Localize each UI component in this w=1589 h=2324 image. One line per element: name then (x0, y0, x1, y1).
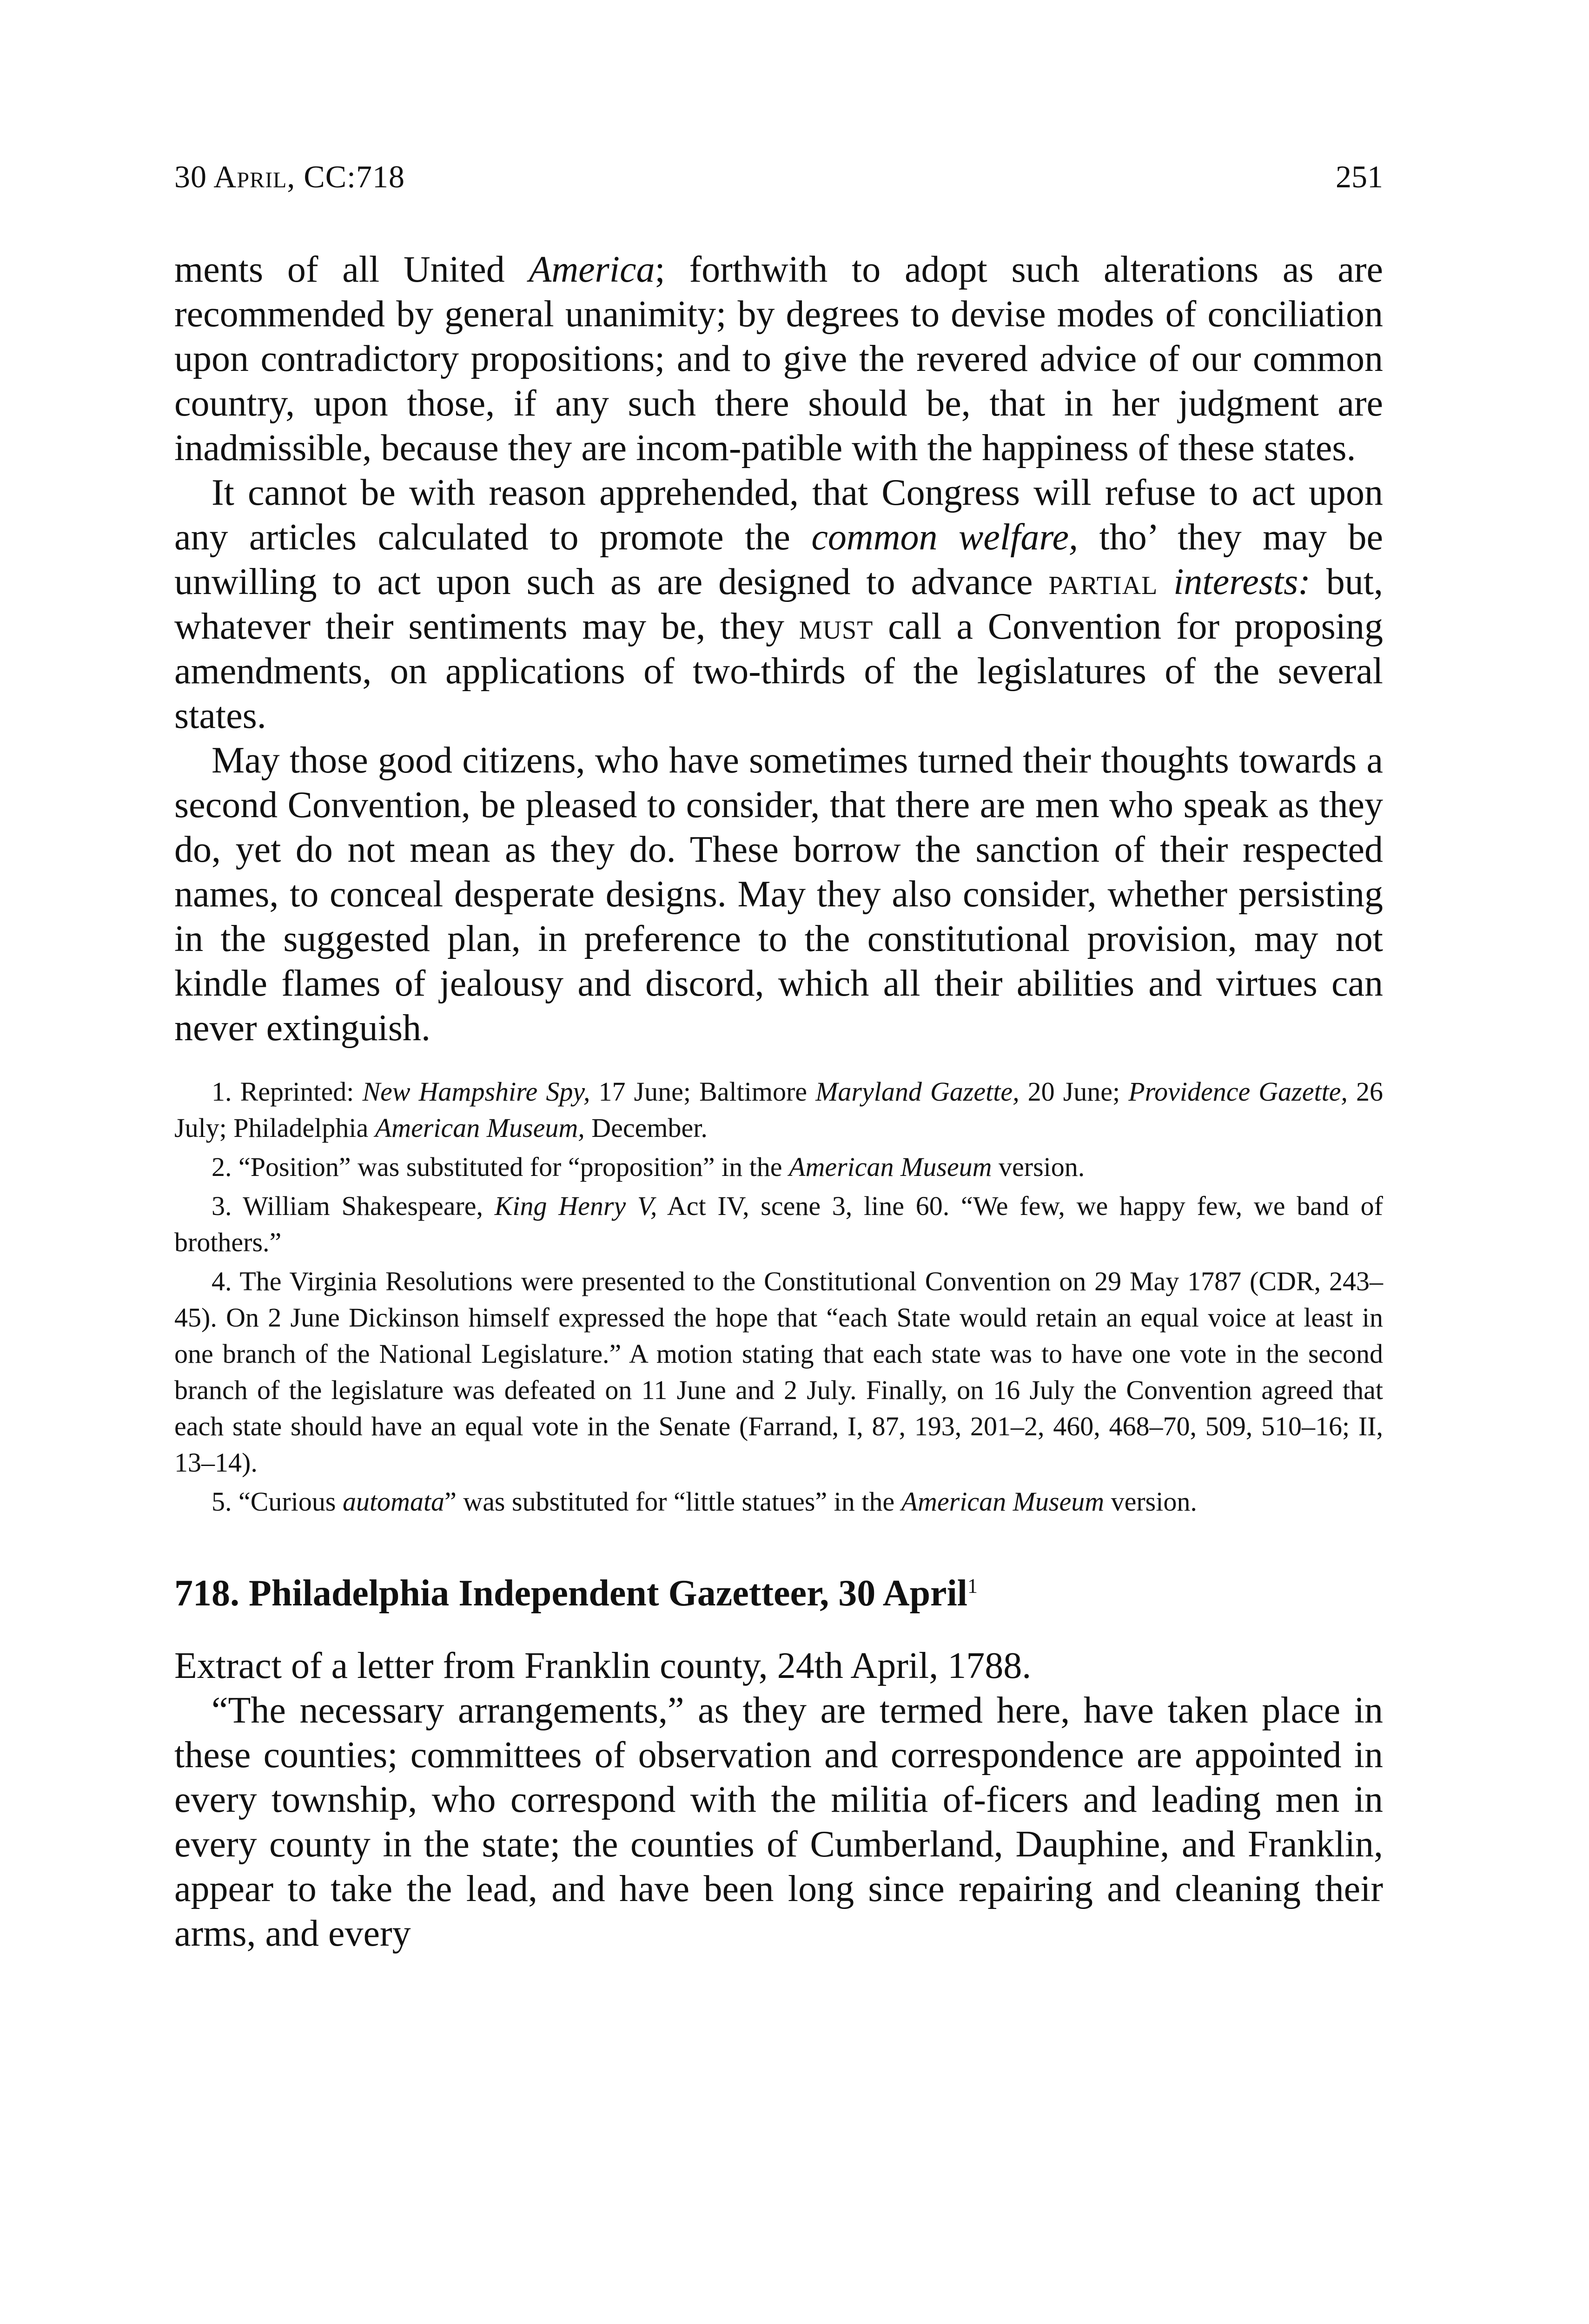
dateline: Extract of a letter from Franklin county, 24th April, 1788. (174, 1645, 1032, 1686)
document-heading (174, 1571, 1383, 1616)
text-span: tho’ they may be unwilling to act upon such as are designed to advance (174, 516, 1384, 602)
text-span: 26 July; Philadelphia (174, 1076, 1384, 1143)
text-span: December. (584, 1112, 708, 1143)
text-span: 1. Reprinted: (212, 1076, 363, 1107)
footnote (174, 1484, 1383, 1520)
text-span: 5. “Curious (212, 1486, 343, 1517)
paragraph (174, 470, 1383, 738)
footnotes (174, 1074, 1383, 1520)
footnote-marker: 1 (967, 1574, 978, 1597)
text-span: Act IV, scene 3, line 60. “We few, we happy few, we band of brothers.” (174, 1190, 1383, 1257)
text-span: ” was substituted for “little statues” in the (444, 1486, 901, 1517)
text-span: but, whatever their sentiments may be, they (174, 561, 1384, 647)
paragraph: “The necessary arrangements,” as they are termed here, have taken place in these counties; committees of observation and correspondence are appointed in every township, who correspond with the militia of-ficers and leading men in every county in the state; the counties of Cumberland, Dauphine, and Franklin, appear to take the lead, and have been long since repairing and cleaning their arms, and every (174, 1690, 1383, 1954)
page-number: 251 (1336, 159, 1383, 194)
text-span: It cannot be with reason apprehended, that Congress will refuse to act upon any articles calculated to promote the (174, 472, 1383, 558)
page (174, 158, 1383, 1956)
text-span: ments of all United (174, 249, 529, 290)
continued-text (174, 247, 1383, 1050)
italic-span: Maryland Gazette, (815, 1076, 1020, 1107)
paragraph (174, 247, 1383, 470)
running-head-date: 30 April, CC:718 (174, 159, 405, 194)
small-caps-span: partial (1048, 561, 1158, 602)
text-span: 20 June; (1019, 1076, 1129, 1107)
italic-span: New Hampshire Spy, (362, 1076, 590, 1107)
italic-span: King Henry V, (494, 1190, 657, 1221)
text-span: 17 June; Baltimore (590, 1076, 816, 1107)
footnote (174, 1074, 1383, 1146)
text-span: 3. William Shakespeare, (212, 1190, 495, 1221)
italic-span: American Museum, (375, 1112, 585, 1143)
text-span: version. (992, 1151, 1085, 1182)
text-span: version. (1104, 1486, 1197, 1517)
text-span (1158, 561, 1173, 602)
running-head (174, 158, 1383, 196)
text-span: 2. “Position” was substituted for “proposition” in the (212, 1151, 789, 1182)
italic-span: American Museum (789, 1151, 992, 1182)
heading-text: 718. Philadelphia Independent Gazetteer, 30 April (174, 1572, 968, 1614)
italic-span: common welfare, (811, 516, 1078, 558)
italic-span: automata (342, 1486, 445, 1517)
document-text (174, 1644, 1383, 1956)
italic-span: American Museum (901, 1486, 1105, 1517)
paragraph: May those good citizens, who have sometimes turned their thoughts towards a second Convention, be pleased to consider, that there are men who speak as they do, yet do not mean as they do. These borrow the sanction of their respected names, to conceal desperate designs. May they also consider, whether persisting in the suggested plan, in preference to the constitutional provision, may not kindle flames of jealousy and discord, which all their abilities and virtues can never extinguish. (174, 739, 1383, 1049)
italic-span: America (529, 249, 655, 290)
small-caps-span: must (799, 606, 874, 647)
footnote: 4. The Virginia Resolutions were presented to the Constitutional Convention on 29 May 1787 (CDR, 243–45). On 2 June Dickinson himself expressed the hope that “each State would retain an equal voice at least in one branch of the National Legislature.” A motion stating that each state was to have one vote in the second branch of the legislature was defeated on 11 June and 2 July. Finally, on 16 July the Convention agreed that each state should have an equal vote in the Senate (Farrand, I, 87, 193, 201–2, 460, 468–70, 509, 510–16; II, 13–14). (174, 1266, 1383, 1478)
footnote (174, 1188, 1383, 1261)
italic-span: interests: (1173, 561, 1311, 602)
italic-span: Providence Gazette, (1128, 1076, 1348, 1107)
text-span: call a Convention for proposing amendments, on applications of two-thirds of the legislatures of the several states. (174, 606, 1383, 736)
footnote (174, 1149, 1383, 1185)
text-span: ; forthwith to adopt such alterations as are recommended by general unanimity; by degrees to devise modes of conciliation upon contradictory propositions; and to give the revered advice of our common country, upon those, if any such there should be, that in her judgment are inadmissible, because they are incom-patible with the happiness of these states. (174, 249, 1383, 469)
